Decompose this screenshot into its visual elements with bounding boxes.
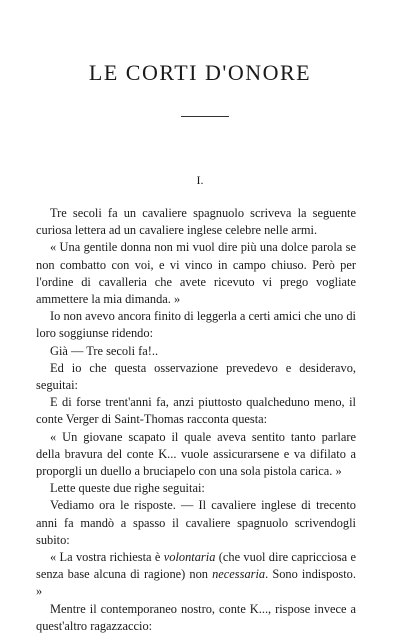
paragraph: « La vostra richiesta è volontaria (che vuol dire capricciosa e senza base alcuna di ragione) non necessaria. Sono indisposto. » bbox=[36, 550, 356, 599]
paragraph: Tre secoli fa un cavaliere spagnuolo scriveva la seguente curiosa lettera ad un cavaliere inglese celebre nelle armi. bbox=[36, 206, 356, 238]
paragraph: Ed io che questa osservazione prevedevo e desideravo, seguitai: bbox=[36, 360, 356, 393]
paragraph: « Un giovane scapato il quale aveva sentito tanto parlare della bravura del conte K... vuole assicurarsene e va difilato a proporgli un duello a bruciapelo con una sola pistola carica. » bbox=[36, 429, 356, 479]
paragraph: « Una gentile donna non mi vuol dire più una dolce parola se non combatto con voi, e vi vinco in campo chiuso. Però per l'ordine di cavalleria che avete ricevuto vi prego vogliate ammettere la mia dimanda. » bbox=[36, 240, 356, 307]
section-number: I. bbox=[196, 173, 204, 187]
italic-word: volontaria bbox=[163, 550, 216, 565]
paragraph: Vediamo ora le risposte. — Il cavaliere inglese di trecento anni fa mandò a spasso il cavaliere spagnuolo scrivendogli subito: bbox=[36, 498, 356, 547]
paragraph: E di forse trent'anni fa, anzi piuttosto qualcheduno meno, il conte Verger di Saint-Thomas racconta questa: bbox=[36, 395, 356, 427]
chapter-title: LE CORTI D'ONORE bbox=[88, 60, 312, 85]
paragraph: Lette queste due righe seguitai: bbox=[50, 481, 205, 496]
paragraph: Io non avevo ancora finito di leggerla a certi amici che uno di loro soggiunse ridendo: bbox=[36, 309, 356, 341]
title-divider bbox=[181, 116, 229, 117]
paragraph: Già — Tre secoli fa!.. bbox=[50, 343, 159, 358]
italic-word: necessaria bbox=[212, 567, 266, 582]
paragraph: Mentre il contemporaneo nostro, conte K..., rispose invece a quest'altro ragazzaccio: bbox=[36, 601, 356, 633]
body-text bbox=[36, 205, 356, 635]
